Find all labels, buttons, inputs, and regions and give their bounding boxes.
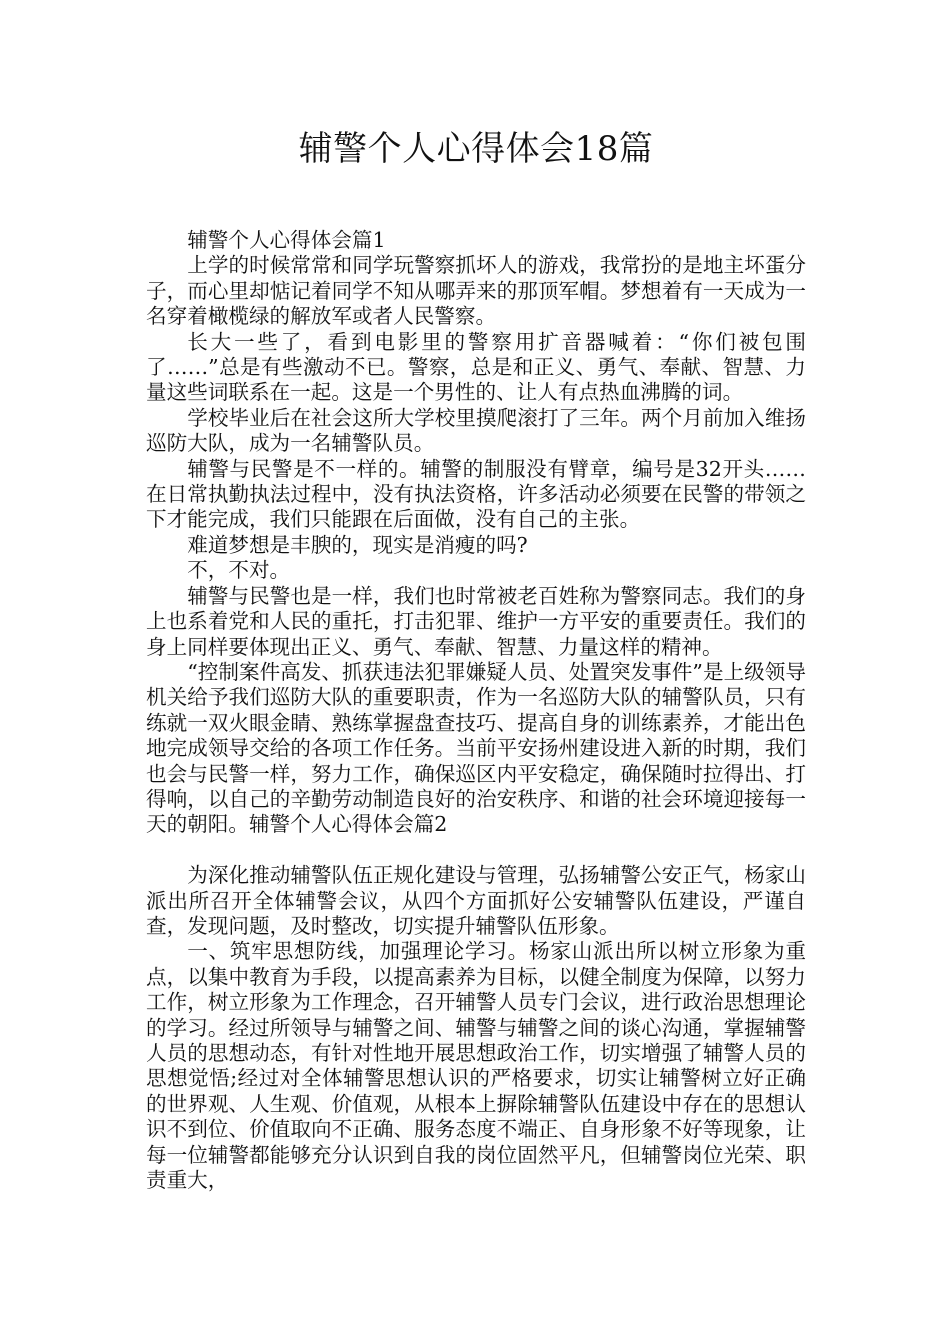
paragraph: 为深化推动辅警队伍正规化建设与管理，弘扬辅警公安正气，杨家山派出所召开全体辅警会议，从四个方面抓好公安辅警队伍建设，严谨自查，发现问题，及时整改，切实提升辅警队伍形象。 — [146, 863, 806, 938]
paragraph: 辅警与民警也是一样，我们也时常被老百姓称为警察同志。我们的身上也系着党和人民的重托，打击犯罪、维护一方平安的重要责任。我们的身上同样要体现出正义、勇气、奉献、智慧、力量这样的精神。 — [146, 583, 806, 659]
blank-line — [146, 838, 806, 863]
paragraph: 长大一些了，看到电影里的警察用扩音器喊着：“你们被包围了……”总是有些激动不已。警察，总是和正义、勇气、奉献、智慧、力量这些词联系在一起。这是一个男性的、让人有点热血沸腾的词。 — [146, 329, 806, 405]
paragraph: 上学的时候常常和同学玩警察抓坏人的游戏，我常扮的是地主坏蛋分子，而心里却惦记着同学不知从哪弄来的那顶军帽。梦想着有一天成为一名穿着橄榄绿的解放军或者人民警察。 — [146, 253, 806, 329]
paragraph: “控制案件高发、抓获违法犯罪嫌疑人员、处置突发事件”是上级领导机关给予我们巡防大队的重要职责，作为一名巡防大队的辅警队员，只有练就一双火眼金睛、熟练掌握盘查技巧、提高自身的训练素养，才能出色地完成领导交给的各项工作任务。当前平安扬州建设进入新的时期，我们也会与民警一样，努力工作，确保巡区内平安稳定，确保随时拉得出、打得响，以自己的辛勤劳动制造良好的治安秩序、和谐的社会环境迎接每一天的朝阳。辅警个人心得体会篇2 — [146, 659, 806, 837]
document-page — [146, 118, 806, 1193]
section-1-heading: 辅警个人心得体会篇1 — [187, 228, 386, 252]
paragraph: 一、筑牢思想防线，加强理论学习。杨家山派出所以树立形象为重点，以集中教育为手段，以提高素养为目标，以健全制度为保障，以努力工作，树立形象为工作理念，召开辅警人员专门会议，进行政治思想理论的学习。经过所领导与辅警之间、辅警与辅警之间的谈心沟通，掌握辅警人员的思想动态，有针对性地开展思想政治工作，切实增强了辅警人员的思想觉悟;经过对全体辅警思想认识的严格要求，切实让辅警树立好正确的世界观、人生观、价值观，从根本上摒除辅警队伍建设中存在的思想认识不到位、价值取向不正确、服务态度不端正、自身形象不好等现象，让每一位辅警都能够充分认识到自我的岗位固然平凡，但辅警岗位光荣、职责重大， — [146, 939, 806, 1193]
paragraph: 难道梦想是丰腴的，现实是消瘦的吗? — [187, 532, 528, 557]
paragraph: 学校毕业后在社会这所大学校里摸爬滚打了三年。两个月前加入维扬巡防大队，成为一名辅警队员。 — [146, 405, 806, 456]
paragraph: 辅警与民警是不一样的。辅警的制服没有臂章，编号是32开头……在日常执勤执法过程中，没有执法资格，许多活动必须要在民警的带领之下才能完成，我们只能跟在后面做，没有自己的主张。 — [146, 456, 806, 532]
paragraph: 不，不对。 — [187, 558, 291, 583]
document-title: 辅警个人心得体会18篇 — [298, 129, 654, 169]
